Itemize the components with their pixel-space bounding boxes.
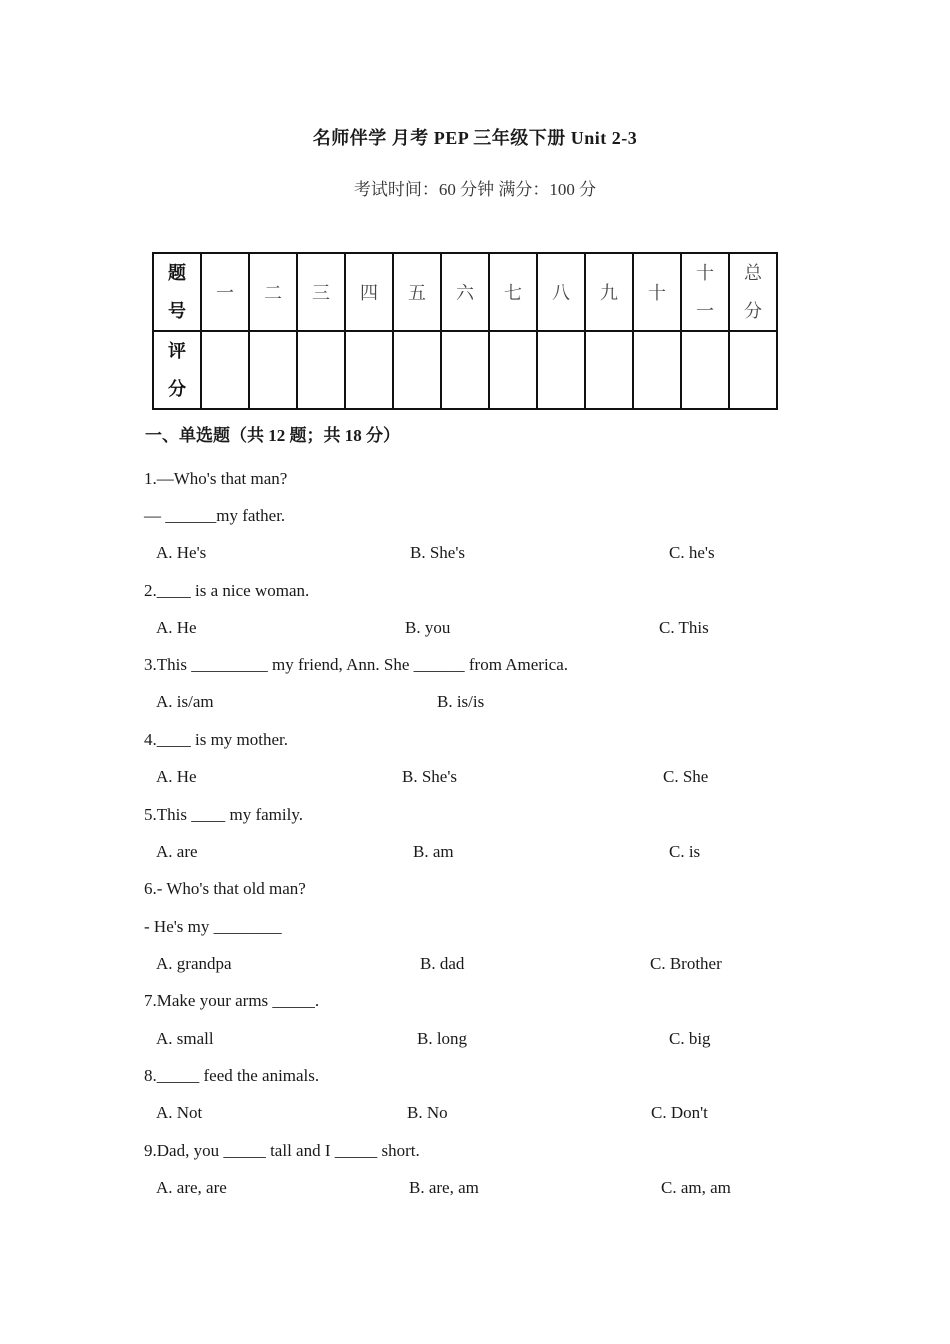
score-cell[interactable] bbox=[297, 331, 345, 409]
option-b[interactable]: B. are, am bbox=[409, 1178, 479, 1197]
option-a[interactable]: A. He bbox=[156, 618, 197, 637]
column-header: 十 bbox=[633, 253, 681, 331]
score-cell[interactable] bbox=[489, 331, 537, 409]
column-header: 八 bbox=[537, 253, 585, 331]
option-b[interactable]: B. am bbox=[413, 842, 454, 861]
column-header-total bbox=[729, 253, 777, 331]
column-header: 三 bbox=[297, 253, 345, 331]
column-header: 九 bbox=[585, 253, 633, 331]
option-c[interactable]: C. he's bbox=[669, 543, 715, 562]
column-header bbox=[681, 253, 729, 331]
option-a[interactable]: A. He's bbox=[156, 543, 207, 562]
header-char: 分 bbox=[744, 301, 762, 321]
option-b[interactable]: B. No bbox=[407, 1103, 448, 1122]
option-c[interactable]: C. She bbox=[663, 767, 709, 786]
column-header: 四 bbox=[345, 253, 393, 331]
row-label-question-number bbox=[153, 253, 201, 331]
exam-info: 考试时间：60 分钟 满分：100 分 bbox=[353, 180, 597, 199]
option-a[interactable]: A. grandpa bbox=[156, 954, 232, 973]
header-char: 一 bbox=[696, 301, 714, 321]
column-header: 一 bbox=[201, 253, 249, 331]
option-c[interactable]: C. am, am bbox=[661, 1178, 731, 1197]
question-text: 8._____ feed the animals. bbox=[144, 1066, 320, 1085]
score-cell[interactable] bbox=[393, 331, 441, 409]
option-b[interactable]: B. She's bbox=[410, 543, 466, 562]
option-c[interactable]: C. Don't bbox=[651, 1103, 708, 1122]
score-cell[interactable] bbox=[633, 331, 681, 409]
score-table-header-row bbox=[153, 253, 777, 331]
score-cell[interactable] bbox=[249, 331, 297, 409]
question-text: 3.This _________ my friend, Ann. She ______ from America. bbox=[144, 655, 569, 674]
column-header: 七 bbox=[489, 253, 537, 331]
option-a[interactable]: A. He bbox=[156, 767, 197, 786]
question-text: 4.____ is my mother. bbox=[144, 730, 289, 749]
score-cell[interactable] bbox=[345, 331, 393, 409]
column-header: 二 bbox=[249, 253, 297, 331]
section-heading: 一、单选题（共 12 题；共 18 分） bbox=[145, 426, 400, 445]
option-b[interactable]: B. long bbox=[417, 1029, 468, 1048]
option-c[interactable]: C. is bbox=[669, 842, 701, 861]
option-a[interactable]: A. small bbox=[156, 1029, 214, 1048]
question-text: 5.This ____ my family. bbox=[144, 805, 303, 824]
question-text: 2.____ is a nice woman. bbox=[144, 581, 310, 600]
option-c[interactable]: C. big bbox=[669, 1029, 711, 1048]
label-char: 评 bbox=[168, 341, 186, 361]
header-char: 总 bbox=[744, 263, 762, 283]
header-char: 十 bbox=[696, 263, 714, 283]
column-header: 六 bbox=[441, 253, 489, 331]
page-title: 名师伴学 月考 PEP 三年级下册 Unit 2-3 bbox=[312, 128, 638, 148]
option-b[interactable]: B. is/is bbox=[437, 692, 485, 711]
question-text: 9.Dad, you _____ tall and I _____ short. bbox=[144, 1141, 420, 1160]
score-table-score-row bbox=[153, 331, 777, 409]
option-a[interactable]: A. are, are bbox=[156, 1178, 227, 1197]
option-c[interactable]: C. Brother bbox=[650, 954, 722, 973]
row-label-score bbox=[153, 331, 201, 409]
score-cell[interactable] bbox=[537, 331, 585, 409]
option-b[interactable]: B. you bbox=[405, 618, 451, 637]
option-a[interactable]: A. is/am bbox=[156, 692, 214, 711]
label-char: 题 bbox=[168, 263, 186, 283]
question-text: 6.- Who's that old man? bbox=[144, 879, 306, 898]
option-b[interactable]: B. She's bbox=[402, 767, 458, 786]
column-header: 五 bbox=[393, 253, 441, 331]
question-text: 7.Make your arms _____. bbox=[144, 991, 320, 1010]
question-text: — ______my father. bbox=[144, 506, 286, 525]
option-a[interactable]: A. Not bbox=[156, 1103, 203, 1122]
score-cell[interactable] bbox=[441, 331, 489, 409]
label-char: 分 bbox=[168, 379, 186, 399]
label-char: 号 bbox=[168, 301, 186, 321]
score-table bbox=[152, 252, 778, 410]
score-cell[interactable] bbox=[681, 331, 729, 409]
score-cell[interactable] bbox=[585, 331, 633, 409]
option-c[interactable]: C. This bbox=[659, 618, 709, 637]
option-a[interactable]: A. are bbox=[156, 842, 198, 861]
option-b[interactable]: B. dad bbox=[420, 954, 465, 973]
score-cell[interactable] bbox=[201, 331, 249, 409]
question-text: 1.—Who's that man? bbox=[144, 469, 288, 488]
question-text: - He's my ________ bbox=[144, 917, 282, 936]
score-cell[interactable] bbox=[729, 331, 777, 409]
